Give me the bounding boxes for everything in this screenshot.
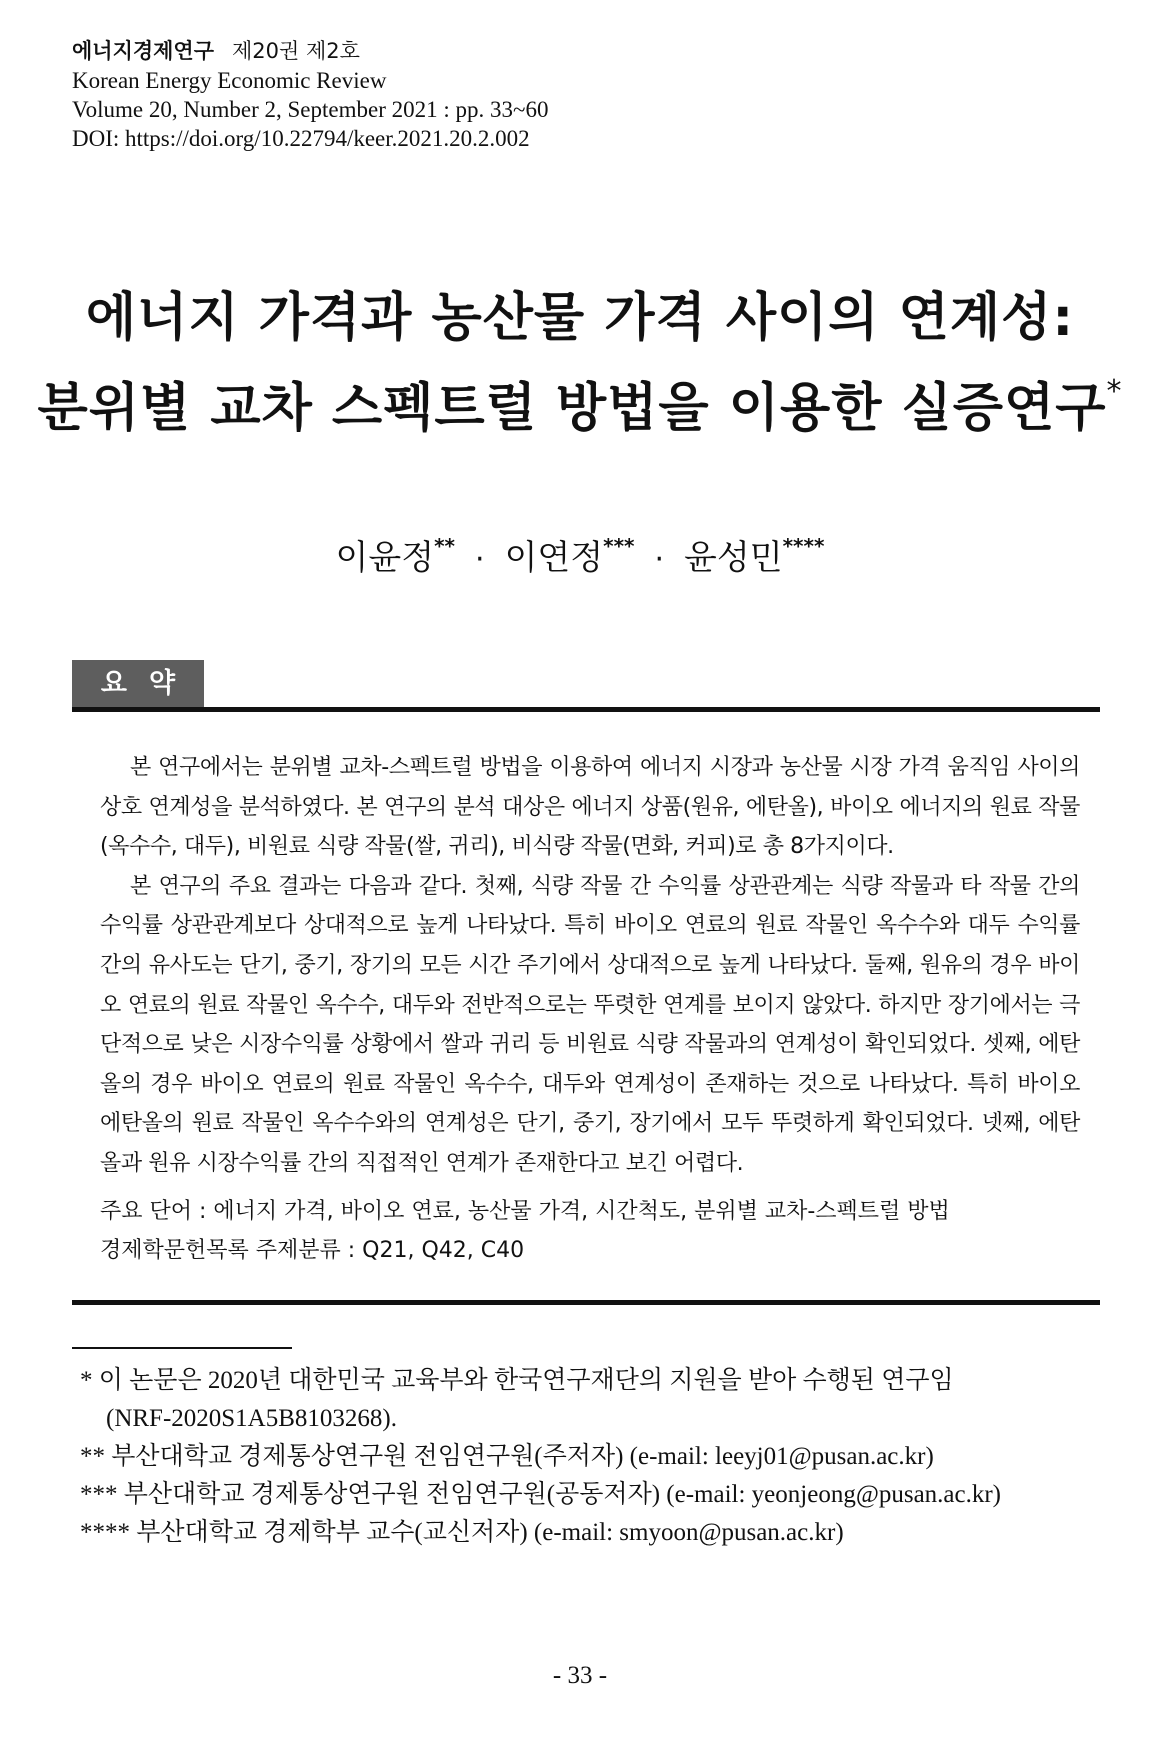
journal-volume-english: Volume 20, Number 2, September 2021 : pp. 33~60 bbox=[72, 97, 549, 122]
footnote: **** 부산대학교 경제학부 교수(교신저자) (e-mail: smyoon@pusan.ac.kr) bbox=[80, 1519, 844, 1546]
title-line-1: 에너지 가격과 농산물 가격 사이의 연계성: bbox=[85, 288, 1075, 348]
footnote-rule bbox=[72, 1347, 292, 1349]
author-name: 이윤정 bbox=[335, 538, 435, 578]
abstract-paragraph: 본 연구에서는 분위별 교차-스펙트럴 방법을 이용하여 에너지 시장과 농산물 시장 가격 움직임 사이의 상호 연계성을 분석하였다. 본 연구의 분석 대상은 에너지 상품(원유, 에탄올), 바이오 에너지의 원료 작물(옥수수, 대두), 비원료 식량 작물(쌀, 귀리), 비식량 작물(면화, 커피)로 총 8가지이다. bbox=[100, 755, 1080, 860]
page-number: - 33 - bbox=[552, 1662, 608, 1689]
jel-classification: 경제학문헌목록 주제분류 : Q21, Q42, C40 bbox=[100, 1238, 525, 1263]
footnote: *** 부산대학교 경제통상연구원 전임연구원(공동저자) (e-mail: yeonjeong@pusan.ac.kr) bbox=[80, 1481, 1002, 1508]
keywords: 주요 단어 : 에너지 가격, 바이오 연료, 농산물 가격, 시간척도, 분위별 교차-스펙트럴 방법 bbox=[100, 1199, 950, 1224]
author-name: 윤성민 bbox=[684, 538, 783, 578]
abstract-heading: 요약 bbox=[72, 660, 204, 708]
abstract-body bbox=[100, 748, 1080, 1184]
author-footnote-mark: *** bbox=[603, 533, 635, 558]
footnote: ** 부산대학교 경제통상연구원 전임연구원(주저자) (e-mail: leeyj01@pusan.ac.kr) bbox=[80, 1443, 934, 1470]
title-line-2: 분위별 교차 스펙트럴 방법을 이용한 실증연구 bbox=[37, 378, 1107, 439]
author-list bbox=[0, 530, 1160, 579]
journal-header bbox=[72, 36, 972, 153]
author-separator: · bbox=[654, 542, 665, 577]
footnote-continuation: (NRF-2020S1A5B8103268). bbox=[106, 1405, 397, 1432]
doi: DOI: https://doi.org/10.22794/keer.2021.20.2.002 bbox=[72, 126, 530, 151]
author-footnote-mark: ** bbox=[434, 533, 456, 558]
author-name: 이연정 bbox=[504, 538, 604, 578]
title-footnote-mark: * bbox=[1106, 374, 1123, 409]
abstract-bottom-rule bbox=[72, 1300, 1100, 1305]
journal-volume-korean: 제20권 제2호 bbox=[232, 39, 360, 63]
author-separator: · bbox=[475, 542, 485, 577]
journal-name-korean: 에너지경제연구 bbox=[72, 39, 215, 63]
journal-name-english: Korean Energy Economic Review bbox=[72, 68, 387, 93]
author-footnote-mark: **** bbox=[782, 533, 825, 558]
footnotes bbox=[80, 1362, 1110, 1552]
footnote: * 이 논문은 2020년 대한민국 교육부와 한국연구재단의 지원을 받아 수행된 연구임 bbox=[80, 1367, 954, 1394]
abstract-top-rule bbox=[72, 707, 1100, 712]
keywords-block bbox=[100, 1192, 950, 1270]
paper-title bbox=[0, 278, 1160, 448]
abstract-paragraph: 본 연구의 주요 결과는 다음과 같다. 첫째, 식량 작물 간 수익률 상관관계는 식량 작물과 타 작물 간의 수익률 상관관계보다 상대적으로 높게 나타났다. 특히 바이오 연료의 원료 작물인 옥수수와 대두 수익률 간의 유사도는 단기, 중기, 장기의 모든 시간 주기에서 상대적으로 높게 나타났다. 둘째, 원유의 경우 바이오 연료의 원료 작물인 옥수수, 대두와 전반적으로는 뚜렷한 연계를 보이지 않았다. 하지만 장기에서는 극단적으로 낮은 시장수익률 상황에서 쌀과 귀리 등 비원료 식량 작물과의 연계성이 확인되었다. 셋째, 에탄올의 경우 바이오 연료의 원료 작물인 옥수수, 대두와 연계성이 존재하는 것으로 나타났다. 특히 바이오 에탄올의 원료 작물인 옥수수와의 연계성은 단기, 중기, 장기에서 모두 뚜렷하게 확인되었다. 넷째, 에탄올과 원유 시장수익률 간의 직접적인 연계가 존재한다고 보긴 어렵다. bbox=[100, 873, 1080, 1176]
